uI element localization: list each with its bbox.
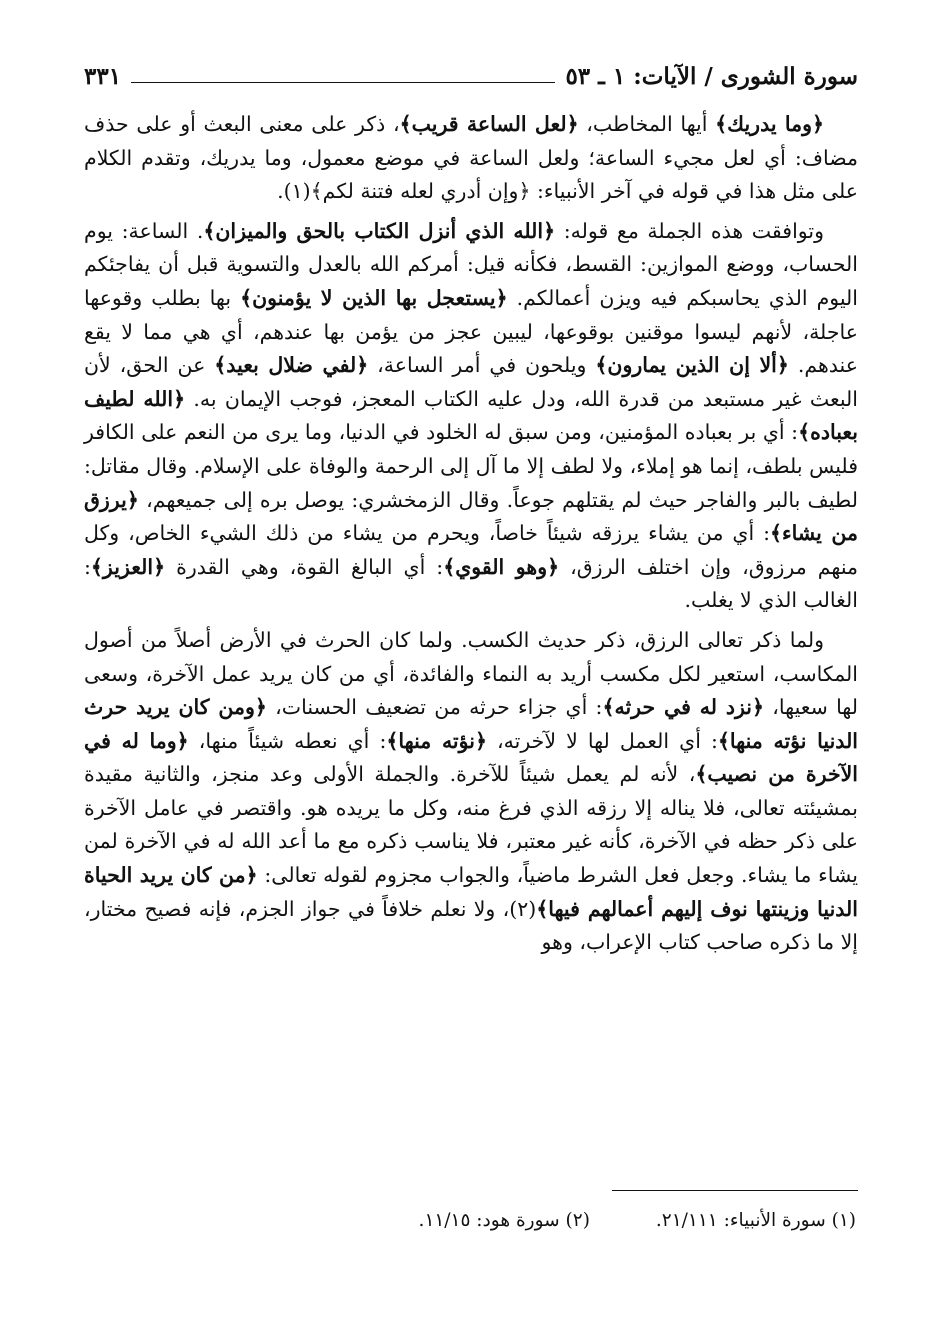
text-run: عن الحق، لأن البعث غير مستبعد من قدرة الله، ودل عليه الكتاب المعجز، فوجب الإيمان به.	[84, 353, 858, 411]
text-run: : أي العمل لها لا لآخرته،	[486, 728, 718, 753]
main-text	[84, 108, 858, 1158]
quran-quote: ﴿لعل الساعة قريب﴾	[399, 112, 579, 136]
quran-quote: ﴿نؤته منها﴾	[386, 728, 487, 753]
header-rule	[131, 82, 555, 83]
quran-quote: ﴿يستعجل بها الذين لا يؤمنون﴾	[240, 285, 508, 310]
quran-quote: ﴿من كان يريد الحياة الدنيا وزينتها نوف إليهم أعمالهم فيها﴾	[84, 863, 858, 921]
paragraph-3	[84, 624, 858, 960]
text-run: ، ذكر على معنى البعث أو على حذف مضاف: أي لعل مجيء الساعة؛ ولعل الساعة في موضع معمول، وما يدريك، وتقدم الكلام على مثل هذا في قوله في آخر الأنبياء: ﴿وإن أدري لعله فتنة لكم﴾(١).	[84, 112, 858, 204]
footnotes	[200, 1200, 856, 1240]
text-run: . الساعة: يوم الحساب، ووضع الموازين: القسط، فكأنه قيل: أمركم الله بالعدل والتسوية قبل أن يفاجئكم اليوم الذي يحاسبكم فيه ويزن أعمالكم.	[84, 218, 858, 310]
quran-quote: ﴿ألا إن الذين يمارون﴾	[595, 353, 789, 378]
footnote-2: (٢) سورة هود: ١١/١٥.	[418, 1209, 590, 1231]
quran-quote: ﴿وهو القوي﴾	[443, 554, 560, 579]
quran-quote: ﴿وما له في الآخرة من نصيب﴾	[84, 728, 859, 787]
quran-quote: ﴿يرزق من يشاء﴾	[84, 487, 858, 546]
page-number: ٣٣١	[84, 62, 122, 90]
text-run: : أي نعطه شيئاً منها،	[188, 728, 387, 753]
running-header	[84, 56, 858, 96]
text-run: ، لأنه لم يعمل شيئاً للآخرة. والجملة الأولى وعد منجز، والثانية مقيدة بمشيئته تعالى، فلا يناله إلا رزقه الذي فرغ منه، وكل ما يريده هو. واقتصر في عامل الآخرة على ذكر حظه في الآخرة، كأنه غير معتبر، فلا يناسب ذكره مع ما أعد الله له في الآخرة لمن يشاء ما يشاء. وجعل فعل الشرط ماضياً، والجواب مجزوم لقوله تعالى:	[84, 762, 858, 888]
text-run: : أي من يشاء يرزقه شيئاً خاصاً، ويحرم من يشاء من ذلك الشيء الخاص، وكل منهم مرزوق، وإن اختلف الرزق،	[84, 521, 858, 579]
quran-quote: ﴿وما يدريك﴾	[715, 112, 825, 136]
text-run: ولما ذكر تعالى الرزق، ذكر حديث الكسب. ولما كان الحرث في الأرض أصلاً من أصول المكاسب، استعير لكل مكسب أريد به النماء والفائدة، أي من كان يريد عمل الآخرة، وسعى لها سعيها،	[84, 627, 859, 720]
quran-quote: ﴿الله الذي أنزل الكتاب بالحق والميزان﴾	[203, 218, 556, 243]
footnote-separator	[612, 1190, 858, 1191]
quran-quote: ﴿نزد له في حرثه﴾	[602, 695, 765, 720]
footnote-1: (١) سورة الأنبياء: ٢١/١١١.	[655, 1209, 856, 1231]
quran-quote: ﴿لفي ضلال بعيد﴾	[214, 353, 369, 378]
text-run: بها بطلب وقوعها عاجلة، لأنهم ليسوا موقنين بوقوعها، ليبين عجز من يؤمن بها عندهم، أي هي مما لا يقع عندهم.	[84, 285, 858, 378]
text-run: : أي جزاء حرثه من تضعيف الحسنات،	[266, 695, 603, 720]
text-run: وتوافقت هذه الجملة مع قوله:	[555, 218, 824, 243]
text-run: : أي البالغ القوة، وهي القدرة	[165, 554, 444, 579]
paragraph-2	[84, 215, 858, 618]
quran-quote: ﴿الله لطيف بعباده﴾	[84, 386, 858, 445]
quran-quote: ﴿العزيز﴾	[90, 554, 166, 579]
text-run: أيها المخاطب،	[578, 112, 716, 136]
text-run: : أي بر بعباده المؤمنين، ومن سبق له الخلود في الدنيا، وما يرى من النعم على الكافر فليس بلطف، إنما هو إملاء، ولا لطف إلا ما آل إلى الرحمة والوفاة على الإسلام. وقال مقاتل: لطيف بالبر والفاجر حيث لم يقتلهم جوعاً. وقال الزمخشري: يوصل بره إلى جميعهم،	[84, 420, 858, 512]
text-run: : الغالب الذي لا يغلب.	[84, 554, 858, 613]
quran-quote: ﴿ومن كان يريد حرث الدنيا نؤته منها﴾	[84, 695, 859, 753]
header-title: سورة الشورى / الآيات: ١ ـ ٥٣	[565, 62, 858, 90]
text-run: ويلحون في أمر الساعة،	[368, 353, 596, 378]
text-run: (٢)، ولا نعلم خلافاً في جواز الجزم، فإنه فصيح مختار، إلا ما ذكره صاحب كتاب الإعراب، وهو	[84, 896, 858, 955]
paragraph-1	[84, 108, 858, 209]
